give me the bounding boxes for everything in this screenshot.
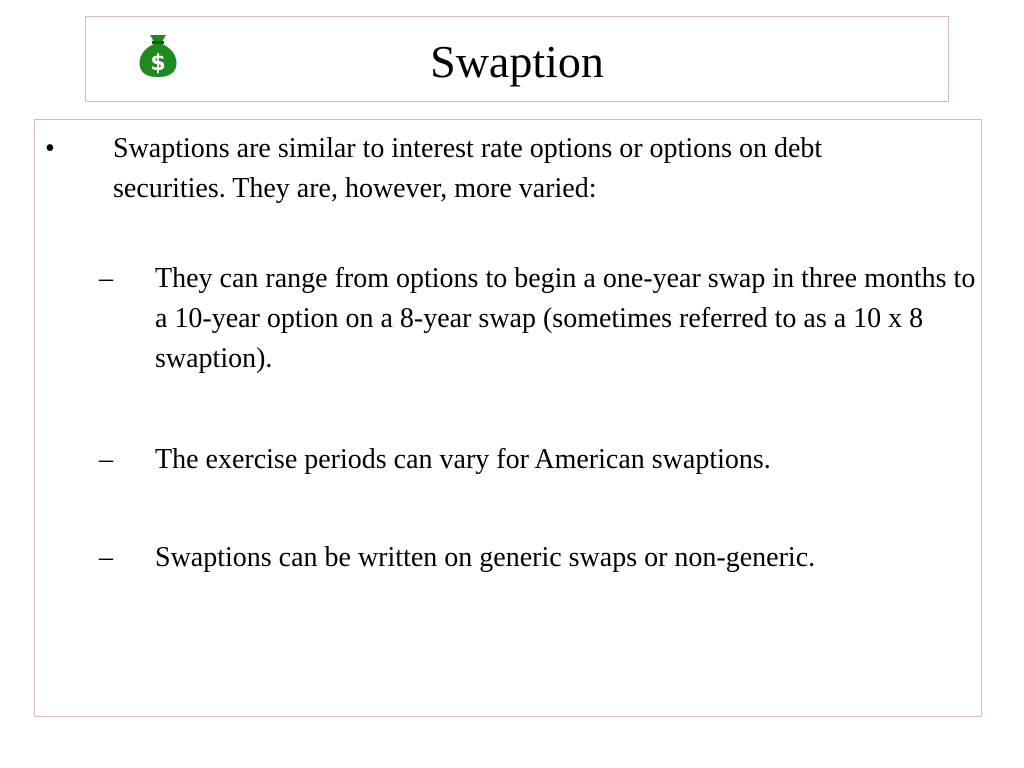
sub-bullet-3 — [99, 538, 979, 578]
slide-title: Swaption — [430, 36, 604, 87]
dollar-sign: $ — [150, 51, 166, 76]
sub-bullet-text-1: They can range from options to begin a one-year swap in three months to a 10-year option on a 8-year swap (sometimes referred to as a 10 x 8 swaption). — [155, 263, 976, 374]
sub-bullet-marker: – — [99, 542, 113, 573]
bullet-marker: • — [45, 133, 55, 164]
content-box — [34, 119, 982, 717]
sub-bullet-marker: – — [99, 444, 113, 475]
money-bag-top — [150, 35, 166, 42]
main-bullet-text: Swaptions are similar to interest rate options or options on debt securities. They are, however, more varied: — [113, 133, 823, 204]
sub-bullet-2 — [99, 440, 979, 480]
sub-bullet-1 — [99, 259, 979, 379]
money-bag-icon — [136, 33, 180, 79]
main-bullet — [45, 129, 975, 209]
sub-bullet-text-2: The exercise periods can vary for American swaptions. — [155, 444, 771, 475]
sub-bullet-text-3: Swaptions can be written on generic swaps or non-generic. — [155, 542, 816, 573]
money-bag-tie — [152, 41, 164, 44]
sub-bullet-marker: – — [99, 263, 113, 294]
title-box — [85, 16, 949, 102]
